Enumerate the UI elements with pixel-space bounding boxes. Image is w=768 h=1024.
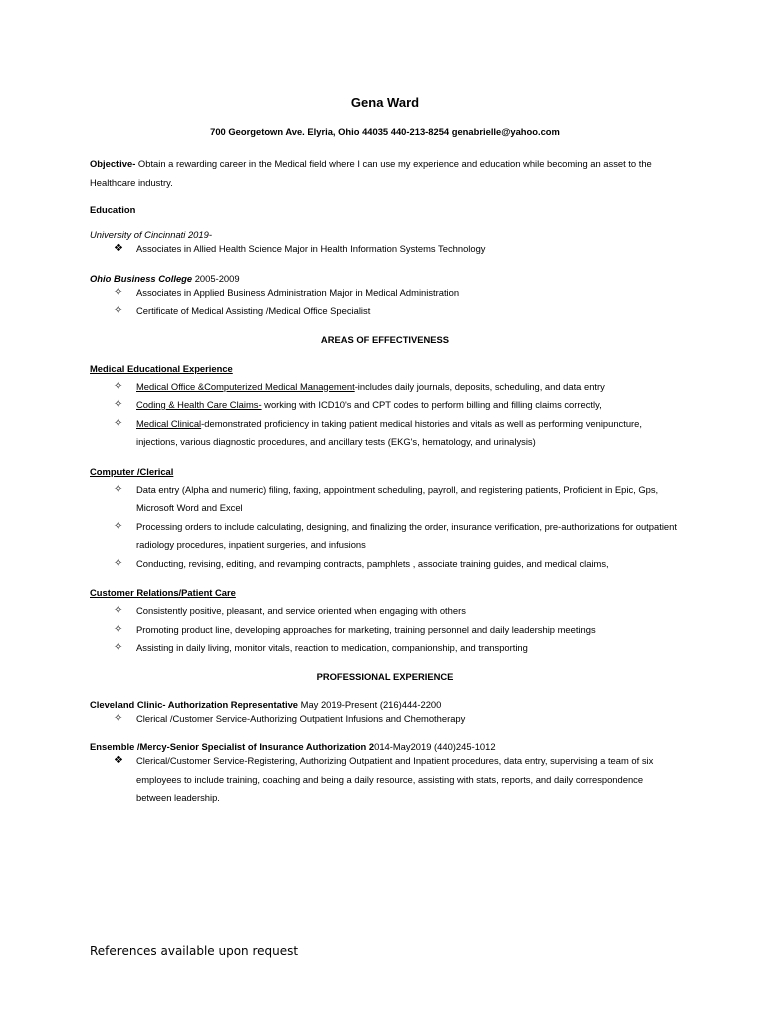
star-bullet-icon: ✧ (114, 380, 123, 392)
list-item: ✧ Consistently positive, pleasant, and service oriented when engaging with others (90, 602, 680, 621)
objective (90, 154, 680, 192)
star-bullet-icon: ✧ (114, 557, 123, 569)
objective-label: Objective- (90, 158, 136, 169)
school-1-list (90, 240, 680, 259)
list-item: ✧ Assisting in daily living, monitor vitals, reaction to medication, companionship, and transporting (90, 639, 680, 658)
star-bullet-icon: ✧ (114, 399, 123, 410)
diamond-bullet-icon: ❖ (114, 755, 123, 766)
medical-list (90, 378, 680, 452)
list-item: ✧ Promoting product line, developing approaches for marketing, training personnel and daily leadership meetings (90, 621, 680, 640)
list-item: ✧ Associates in Applied Business Administration Major in Medical Administration (90, 284, 680, 303)
education-heading: Education (90, 204, 136, 215)
star-bullet-icon: ✧ (114, 417, 123, 429)
star-bullet-icon: ✧ (114, 305, 123, 316)
computer-heading: Computer /Clerical (90, 465, 174, 477)
candidate-name: Gena Ward (350, 95, 420, 110)
list-item: ❖ Associates in Allied Health Science Major in Health Information Systems Technology (90, 240, 680, 259)
list-item: ✧ Clerical /Customer Service-Authorizing Outpatient Infusions and Chemotherapy (90, 710, 680, 729)
job-1-list (90, 710, 680, 729)
star-bullet-icon: ✧ (114, 483, 123, 495)
list-item: ✧ Medical Office &Computerized Medical Management-includes daily journals, deposits, scheduling, and data entry (90, 378, 680, 397)
school-2-name: Ohio Business College (90, 272, 193, 284)
list-item: ✧ Processing orders to include calculating, designing, and finalizing the order, insurance verification, pre-authorizations for outpatient radiology procedures, inpatient surgeries, and infusions (90, 518, 680, 555)
school-1-years: 2019- (185, 229, 212, 240)
job-1-title: Cleveland Clinic- Authorization Representative (90, 698, 299, 710)
customer-list (90, 602, 680, 658)
school-2 (90, 273, 680, 284)
list-item: ❖ Clerical/Customer Service-Registering, Authorizing Outpatient and Inpatient procedures, data entry, supervising a team of six employees to include training, coaching and being a daily resource, assisting with stats, reports, and daily correspondence between leadership. (90, 752, 680, 808)
job-2-title: Ensemble /Mercy-Senior Specialist of Insurance Authorization 2 (90, 741, 375, 752)
contact-line: 700 Georgetown Ave. Elyria, Ohio 44035 440-213-8254 genabrielle@yahoo.com (210, 126, 560, 137)
job-2-detail: 014-May2019 (440)245-1012 (374, 741, 496, 752)
job-2 (90, 741, 680, 752)
job-1 (90, 699, 680, 710)
job-2-list (90, 752, 680, 808)
school-2-list (90, 284, 680, 321)
list-item: ✧ Data entry (Alpha and numeric) filing, faxing, appointment scheduling, payroll, and registering patients, Proficient in Epic, Gps, Microsoft Word and Excel (90, 481, 680, 518)
objective-text: Obtain a rewarding career in the Medical field where I can use my experience and education while becoming an asset to the Healthcare industry. (90, 158, 652, 188)
computer-list (90, 481, 680, 574)
star-bullet-icon: ✧ (114, 286, 123, 298)
list-item: ✧ Coding & Health Care Claims- working with ICD10's and CPT codes to perform billing and filling claims correctly, (90, 396, 680, 415)
diamond-bullet-icon: ❖ (114, 243, 123, 254)
school-1 (90, 229, 680, 240)
experience-heading: PROFESSIONAL EXPERIENCE (316, 670, 454, 682)
references-note: References available upon request (90, 944, 299, 958)
list-item: ✧ Conducting, revising, editing, and revamping contracts, pamphlets , associate training guides, and medical claims, (90, 555, 680, 574)
job-1-detail: May 2019-Present (216)444-2200 (298, 698, 442, 710)
medical-heading: Medical Educational Experience (90, 362, 233, 374)
star-bullet-icon: ✧ (114, 520, 123, 532)
school-1-name: University of Cincinnati (90, 229, 186, 240)
star-bullet-icon: ✧ (114, 712, 123, 724)
star-bullet-icon: ✧ (114, 623, 123, 635)
star-bullet-icon: ✧ (114, 605, 123, 616)
school-2-years: 2005-2009 (192, 272, 240, 284)
star-bullet-icon: ✧ (114, 642, 123, 653)
list-item: ✧ Medical Clinical-demonstrated proficiency in taking patient medical histories and vitals as well as performing venipuncture, injections, various diagnostic procedures, and ancillary tests (EKG's, hematology, and urinalysis) (90, 415, 680, 452)
list-item: ✧ Certificate of Medical Assisting /Medical Office Specialist (90, 302, 680, 321)
areas-heading: AREAS OF EFFECTIVENESS (320, 333, 450, 345)
customer-heading: Customer Relations/Patient Care (90, 587, 236, 598)
resume-page (90, 94, 680, 808)
